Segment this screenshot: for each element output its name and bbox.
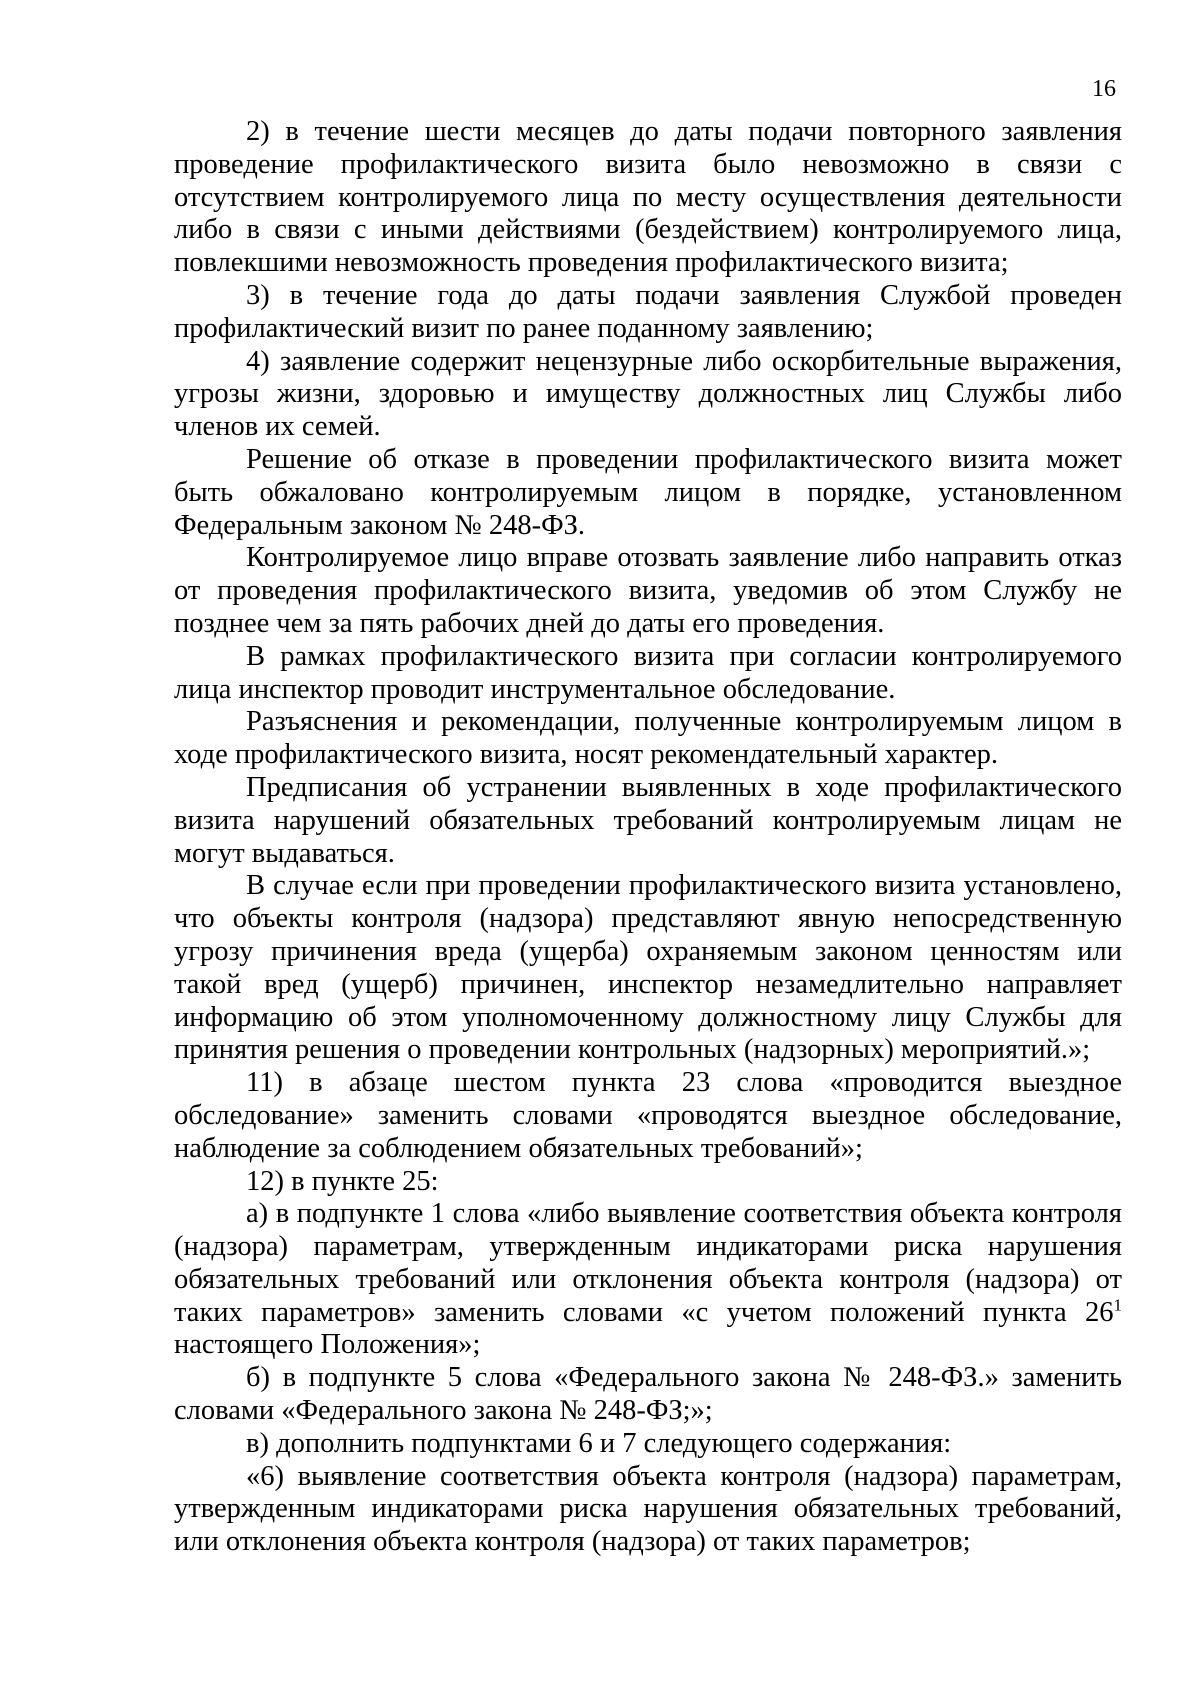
paragraph: 4) заявление содержит нецензурные либо оскорбительные выражения, угрозы жизни, здоровью и имуществу должностных лиц Службы либо членов их семей. [174, 345, 1122, 443]
paragraph: 12) в пункте 25: [246, 1165, 439, 1197]
paragraph: Решение об отказе в проведении профилактического визита может быть обжаловано контролируемым лицом в порядке, установленном Федеральным законом № 248-ФЗ. [174, 443, 1122, 541]
paragraph: Контролируемое лицо вправе отозвать заявление либо направить отказ от проведения профилактического визита, уведомив об этом Службу не позднее чем за пять рабочих дней до даты его проведения. [174, 542, 1122, 639]
paragraph-a [174, 1198, 1122, 1362]
paragraph: В рамках профилактического визита при согласии контролируемого лица инспектор проводит инструментальное обследование. [174, 640, 1122, 705]
paragraph-a-tail: настоящего Положения»; [174, 1329, 481, 1361]
paragraph: 2) в течение шести месяцев до даты подачи повторного заявления проведение профилактического визита было невозможно в связи с отсутствием контролируемого лица по месту осуществления деятельности либо в связи с иными действиями (бездействием) контролируемого лица, повлекшими невозможность проведения профилактического визита; [174, 116, 1122, 279]
paragraph: 3) в течение года до даты подачи заявления Службой проведен профилактический визит по ранее поданному заявлению; [174, 279, 1122, 344]
paragraph: Предписания об устранении выявленных в ходе профилактического визита нарушений обязательных требований контролируемым лицам не могут выдаваться. [174, 771, 1122, 869]
paragraph: 11) в абзаце шестом пункта 23 слова «проводится выездное обследование» заменить словами «проводятся выездное обследование, наблюдение за соблюдением обязательных требований»; [174, 1067, 1122, 1164]
paragraph: «6) выявление соответствия объекта контроля (надзора) параметрам, утвержденным индикаторами риска нарушения обязательных требований, или отклонения объекта контроля (надзора) от таких параметров; [174, 1460, 1122, 1558]
paragraph-a-text: а) в подпункте 1 слова «либо выявление соответствия объекта контроля (надзора) параметрам, утвержденным индикаторами риска нарушения обязательных требований или отклонения объекта контроля (надзора) от таких параметров» заменить словами «с учетом положений пункта 26 [174, 1198, 1122, 1328]
paragraph: В случае если при проведении профилактического визита установлено, что объекты контроля (надзора) представляют явную непосредственную угрозу причинения вреда (ущерба) охраняемым законом ценностям или такой вред (ущерб) причинен, инспектор незамедлительно направляет информацию об этом уполномоченному должностному лицу Службы для принятия решения о проведении контрольных (надзорных) мероприятий.»; [174, 870, 1122, 1066]
paragraph: в) дополнить подпунктами 6 и 7 следующего содержания: [246, 1427, 952, 1459]
page-number: 16 [1092, 76, 1116, 102]
paragraph: Разъяснения и рекомендации, полученные контролируемым лицом в ходе профилактического визита, носят рекомендательный характер. [174, 706, 1122, 771]
paragraph: б) в подпункте 5 слова «Федерального закона № 248-ФЗ.» заменить словами «Федерального закона № 248-ФЗ;»; [174, 1362, 1122, 1427]
document-body [174, 116, 1122, 1559]
superscript: 1 [1113, 1295, 1122, 1315]
